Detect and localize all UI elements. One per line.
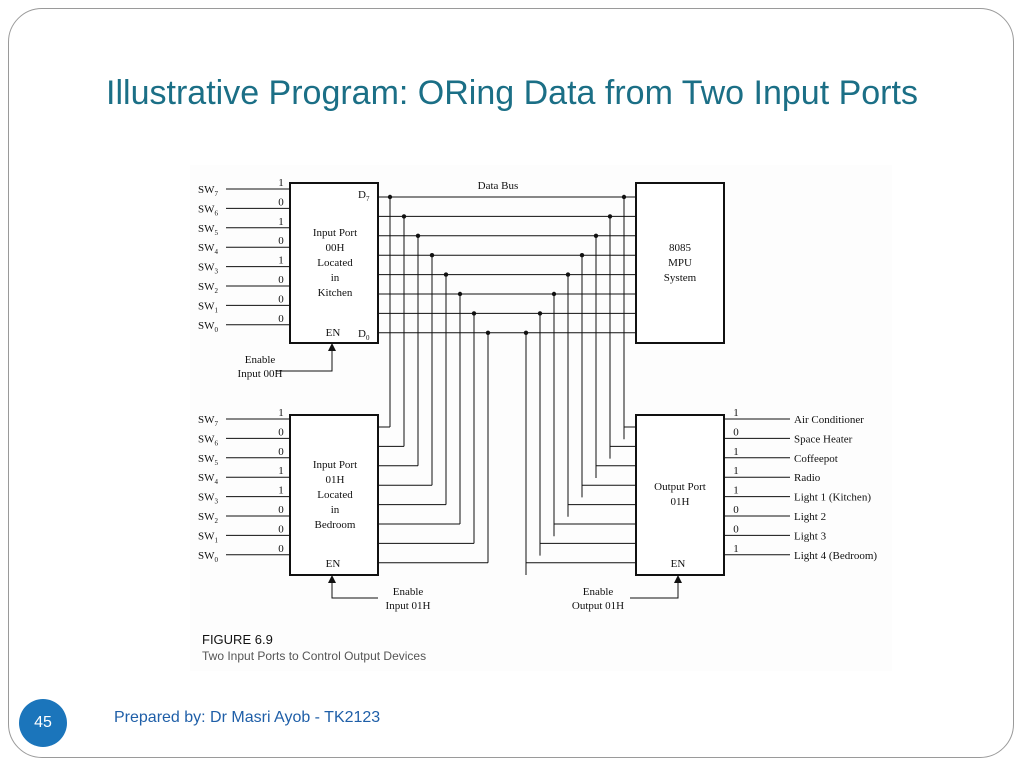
bus-junction-right-3 xyxy=(580,253,584,257)
port00-switch-label-0: $SW_7$ xyxy=(198,184,218,198)
output-device-3: Radio xyxy=(794,472,821,485)
port01-en: EN xyxy=(325,558,341,570)
output-bit-3: 1 xyxy=(733,465,739,478)
port00-bit-1: 0 xyxy=(278,196,284,209)
port01-line-5: Bedroom xyxy=(314,519,356,531)
mpu-line-3: System xyxy=(663,272,697,284)
data-bus-label: Data Bus xyxy=(477,180,519,192)
port00-switch-label-2: $SW_5$ xyxy=(198,222,218,237)
port01-bit-2: 0 xyxy=(278,445,284,458)
port01-switch-label-4: $SW_3$ xyxy=(198,491,218,506)
output-device-2: Coffeepot xyxy=(794,452,838,465)
output-bit-5: 0 xyxy=(733,504,739,516)
bus-junction-left-3 xyxy=(430,253,434,257)
circuit-diagram xyxy=(190,165,892,671)
port00-switch-label-1: $SW_6$ xyxy=(198,203,218,218)
bus-junction-right-2 xyxy=(594,234,598,238)
port00-line-1: Input Port xyxy=(312,227,358,239)
port00-switch-label-4: $SW_3$ xyxy=(198,261,218,276)
output-bit-6: 0 xyxy=(733,523,739,536)
bus-junction-left-4 xyxy=(444,272,448,276)
outport-line-2: 01H xyxy=(670,496,690,508)
port01-bit-3: 1 xyxy=(278,465,284,478)
port01-bit-6: 0 xyxy=(278,523,284,536)
output-device-0: Air Conditioner xyxy=(794,414,864,426)
port00-switch-label-5: $SW_2$ xyxy=(198,281,218,295)
bus-junction-right-0 xyxy=(622,195,626,199)
output-bit-1: 0 xyxy=(733,426,739,439)
port01-switch-label-2: $SW_5$ xyxy=(198,452,218,467)
output-device-6: Light 3 xyxy=(794,530,827,543)
figure-caption-title: FIGURE 6.9 xyxy=(202,632,273,647)
slide-number-badge: 45 xyxy=(19,699,67,747)
enable-out-arrow xyxy=(674,575,682,583)
bus-junction-left-1 xyxy=(402,214,406,218)
enable-00-line1: Enable xyxy=(244,354,276,366)
bus-junction-right-1 xyxy=(608,214,612,218)
bus-junction-right-7 xyxy=(524,331,528,335)
port01-switch-label-7: $SW_0$ xyxy=(198,549,218,564)
port01-switch-label-1: $SW_6$ xyxy=(198,433,218,448)
port00-line-3: Located xyxy=(317,257,353,269)
slide-title: Illustrative Program: ORing Data from Two Input Ports xyxy=(106,74,918,112)
bus-junction-right-6 xyxy=(538,311,542,315)
port00-bit-0: 1 xyxy=(278,177,284,189)
enable-01-arrow xyxy=(328,575,336,583)
bus-junction-right-5 xyxy=(552,292,556,296)
port01-line-3: Located xyxy=(317,489,353,501)
port01-bit-7: 0 xyxy=(278,542,284,555)
port00-bit-5: 0 xyxy=(278,274,284,286)
bus-junction-right-4 xyxy=(566,272,570,276)
port01-switch-label-0: $SW_7$ xyxy=(198,414,218,428)
enable-01-line1: Enable xyxy=(392,586,424,598)
outport-line-1: Output Port xyxy=(654,481,706,493)
figure-caption-text: Two Input Ports to Control Output Devices xyxy=(202,649,427,663)
output-device-1: Space Heater xyxy=(794,433,853,446)
output-port-box xyxy=(636,415,724,575)
output-device-7: Light 4 (Bedroom) xyxy=(794,549,878,562)
output-device-4: Light 1 (Kitchen) xyxy=(794,491,871,504)
mpu-line-2: MPU xyxy=(668,257,692,269)
port00-en: EN xyxy=(325,327,341,339)
enable-out-line2: Output 01H xyxy=(571,600,625,612)
port01-line-2: 01H xyxy=(325,474,345,486)
port00-line-5: Kitchen xyxy=(317,287,353,299)
port00-bit-2: 1 xyxy=(278,215,284,228)
circuit-figure xyxy=(190,165,892,671)
port00-switch-label-6: $SW_1$ xyxy=(198,300,218,315)
slide-footer: Prepared by: Dr Masri Ayob - TK2123 xyxy=(114,709,381,726)
bus-junction-left-7 xyxy=(486,331,490,335)
enable-01-line2: Input 01H xyxy=(385,600,431,612)
port01-line-4: in xyxy=(330,504,340,516)
enable-out-line xyxy=(630,575,678,598)
bus-junction-left-5 xyxy=(458,292,462,296)
enable-01-line xyxy=(332,575,378,598)
port00-bit-7: 0 xyxy=(278,312,284,325)
port01-bit-0: 1 xyxy=(278,407,284,419)
output-bit-7: 1 xyxy=(733,542,739,555)
output-device-5: Light 2 xyxy=(794,511,827,523)
mpu-line-1: 8085 xyxy=(669,242,691,254)
port00-d7-label: $D_7$ xyxy=(358,189,370,203)
enable-00-line2: Input 00H xyxy=(237,368,283,380)
outport-en: EN xyxy=(670,558,686,570)
output-bit-2: 1 xyxy=(733,445,739,458)
bus-junction-left-6 xyxy=(472,311,476,315)
port01-bit-4: 1 xyxy=(278,484,284,497)
port00-bit-6: 0 xyxy=(278,293,284,306)
port01-switch-label-3: $SW_4$ xyxy=(198,472,218,487)
port01-switch-label-6: $SW_1$ xyxy=(198,530,218,545)
port00-switch-label-7: $SW_0$ xyxy=(198,319,218,334)
bus-junction-left-2 xyxy=(416,234,420,238)
enable-00-arrow xyxy=(328,343,336,351)
port01-bit-1: 0 xyxy=(278,426,284,439)
port01-switch-label-5: $SW_2$ xyxy=(198,511,218,525)
port01-bit-5: 0 xyxy=(278,504,284,516)
enable-00-line xyxy=(276,343,332,371)
output-bit-4: 1 xyxy=(733,484,739,497)
bus-junction-left-0 xyxy=(388,195,392,199)
port00-d0-label: $D_0$ xyxy=(358,328,370,342)
port00-line-2: 00H xyxy=(325,242,345,254)
port00-line-4: in xyxy=(330,272,340,284)
port00-bit-3: 0 xyxy=(278,235,284,248)
port00-switch-label-3: $SW_4$ xyxy=(198,242,218,257)
enable-out-line1: Enable xyxy=(582,586,614,598)
port00-bit-4: 1 xyxy=(278,254,284,267)
output-bit-0: 1 xyxy=(733,407,739,419)
port01-line-1: Input Port xyxy=(312,459,358,471)
